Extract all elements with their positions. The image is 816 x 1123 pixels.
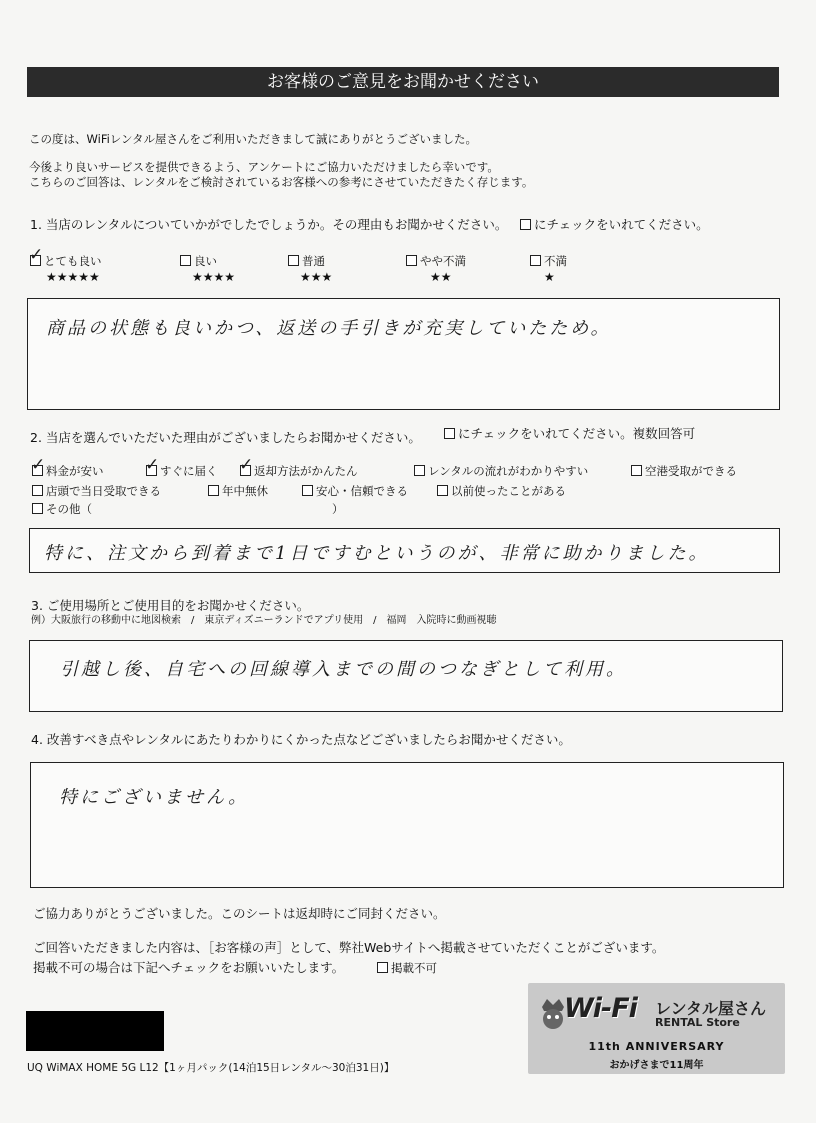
redaction-bar — [26, 1011, 164, 1051]
anniversary-text: 11th ANNIVERSARY — [588, 1040, 725, 1053]
stars-3: ★★★ — [300, 270, 333, 284]
q4-question: 4. 改善すべき点やレンタルにあたりわかりにくかった点などございましたらお聞かせください。 — [31, 732, 571, 747]
q2-option-easy-return[interactable] — [239, 455, 358, 478]
checkbox-icon[interactable] — [302, 485, 313, 496]
q4-answer-box[interactable] — [30, 762, 784, 888]
mascot-crown-icon — [540, 997, 566, 1031]
q2-option-airport-pickup[interactable] — [631, 464, 737, 478]
checkbox-icon[interactable] — [631, 465, 642, 476]
q2-question: 2. 当店を選んでいただいた理由がございましたらお聞かせください。 — [30, 430, 421, 445]
q2-option-same-day-store[interactable] — [32, 484, 161, 498]
q3-example: 例）大阪旅行の移動中に地図検索 / 東京ディズニーランドでアプリ使用 / 福岡 入院時に動画視聴 — [31, 615, 497, 626]
q1-option-somewhat-unsatisfied[interactable] — [406, 254, 466, 268]
stars-5: ★★★★★ — [46, 270, 100, 284]
checkbox-icon[interactable] — [32, 485, 43, 496]
q1-instruction-text: にチェックをいれてください。 — [534, 217, 709, 232]
option-label: 料金が安い — [46, 464, 104, 478]
checkbox-icon[interactable] — [239, 455, 254, 476]
q1-answer-box[interactable] — [27, 298, 780, 410]
stars-4: ★★★★ — [192, 270, 236, 284]
option-label: 良い — [194, 254, 217, 268]
checkbox-icon[interactable] — [32, 503, 43, 514]
instruction-checkbox-icon — [520, 219, 531, 230]
checkbox-icon[interactable] — [288, 255, 299, 266]
q1-instruction — [520, 218, 709, 232]
no-publish-label: 掲載不可 — [391, 961, 437, 975]
checkmark-icon: ✓ — [31, 455, 46, 475]
q2-option-easy-flow[interactable] — [414, 464, 588, 478]
stars-1: ★ — [544, 270, 555, 284]
option-label: すぐに届く — [160, 464, 218, 478]
checkbox-icon[interactable] — [530, 255, 541, 266]
instruction-checkbox-icon — [444, 428, 455, 439]
q3-question: 3. ご使用場所とご使用目的をお聞かせください。 — [31, 598, 310, 613]
closing-publish-2: 掲載不可の場合は下記へチェックをお願いいたします。 — [33, 960, 345, 975]
q2-option-open-all-year[interactable] — [208, 484, 268, 498]
option-label: 返却方法がかんたん — [254, 464, 358, 478]
q2-option-used-before[interactable] — [437, 484, 566, 498]
anniversary-subtext: おかげさまで11周年 — [609, 1060, 704, 1071]
q2-handwritten-answer: 特に、注文から到着まで1日ですむというのが、非常に助かりました。 — [44, 543, 710, 564]
checkmark-icon: ✓ — [145, 455, 160, 475]
brand-logo — [528, 983, 785, 1074]
option-label: 空港受取ができる — [645, 464, 737, 478]
q1-option-unsatisfied[interactable] — [530, 254, 567, 268]
option-label: その他（ — [46, 502, 92, 516]
q1-option-average[interactable] — [288, 254, 325, 268]
checkbox-icon[interactable] — [145, 455, 160, 476]
q2-instruction — [444, 427, 695, 441]
q4-handwritten-answer: 特にございません。 — [59, 787, 250, 808]
option-label: 店頭で当日受取できる — [46, 484, 161, 498]
page-title: お客様のご意見をお聞かせください — [27, 67, 779, 97]
q1-option-good[interactable] — [180, 254, 217, 268]
q2-option-other[interactable] — [32, 502, 92, 516]
q1-handwritten-answer: 商品の状態も良いかつ、返送の手引きが充実していたため。 — [46, 318, 612, 339]
option-label: レンタルの流れがわかりやすい — [428, 464, 589, 478]
q1-option-very-good[interactable] — [29, 245, 102, 268]
option-label: 安心・信頼できる — [316, 484, 408, 498]
intro-line-1: この度は、WiFiレンタル屋さんをご利用いただきまして誠にありがとうございました。 — [29, 132, 478, 146]
checkbox-icon[interactable] — [414, 465, 425, 476]
checkbox-icon[interactable] — [29, 245, 44, 266]
intro-line-3: こちらのご回答は、レンタルをご検討されているお客様への参考にさせていただきたく存じます。 — [29, 175, 534, 189]
closing-thanks: ご協力ありがとうございました。このシートは返却時にご同封ください。 — [33, 906, 446, 921]
q2-other-close: ） — [332, 502, 344, 516]
q2-option-trustworthy[interactable] — [302, 484, 408, 498]
q2-answer-box[interactable] — [29, 528, 780, 573]
option-label: 不満 — [544, 254, 567, 268]
checkbox-icon[interactable] — [437, 485, 448, 496]
q3-handwritten-answer: 引越し後、自宅への回線導入までの間のつなぎとして利用。 — [60, 659, 627, 680]
no-publish-option[interactable] — [377, 961, 437, 975]
logo-wifi-text: Wi-Fi — [564, 993, 637, 1024]
closing-publish-1: ご回答いただきました内容は、［お客様の声］として、弊社Webサイトへ掲載させていただくことがございます。 — [33, 940, 665, 955]
q1-question: 1. 当店のレンタルについていかがでしたでしょうか。その理由もお聞かせください。 — [30, 217, 508, 232]
option-label: とても良い — [44, 254, 102, 268]
q2-option-cheap[interactable] — [31, 455, 104, 478]
option-label: やや不満 — [420, 254, 466, 268]
q2-instruction-text: にチェックをいれてください。複数回答可 — [458, 426, 696, 441]
option-label: 以前使ったことがある — [451, 484, 566, 498]
intro-line-2: 今後より良いサービスを提供できるよう、アンケートにご協力いただけましたら幸いです。 — [29, 160, 499, 174]
q3-answer-box[interactable] — [29, 640, 783, 712]
logo-jp-text: レンタル屋さん — [655, 999, 766, 1018]
checkbox-icon[interactable] — [377, 962, 388, 973]
option-label: 普通 — [302, 254, 325, 268]
checkbox-icon[interactable] — [406, 255, 417, 266]
option-label: 年中無休 — [222, 484, 268, 498]
logo-en-text: RENTAL Store — [655, 1016, 740, 1029]
checkbox-icon[interactable] — [180, 255, 191, 266]
checkbox-icon[interactable] — [208, 485, 219, 496]
checkmark-icon: ✓ — [239, 455, 254, 475]
product-name: UQ WiMAX HOME 5G L12【1ヶ月パック(14泊15日レンタル～30泊31日)】 — [27, 1062, 395, 1074]
checkmark-icon: ✓ — [29, 245, 44, 265]
stars-2: ★★ — [430, 270, 452, 284]
q2-option-fast-delivery[interactable] — [145, 455, 218, 478]
checkbox-icon[interactable] — [31, 455, 46, 476]
